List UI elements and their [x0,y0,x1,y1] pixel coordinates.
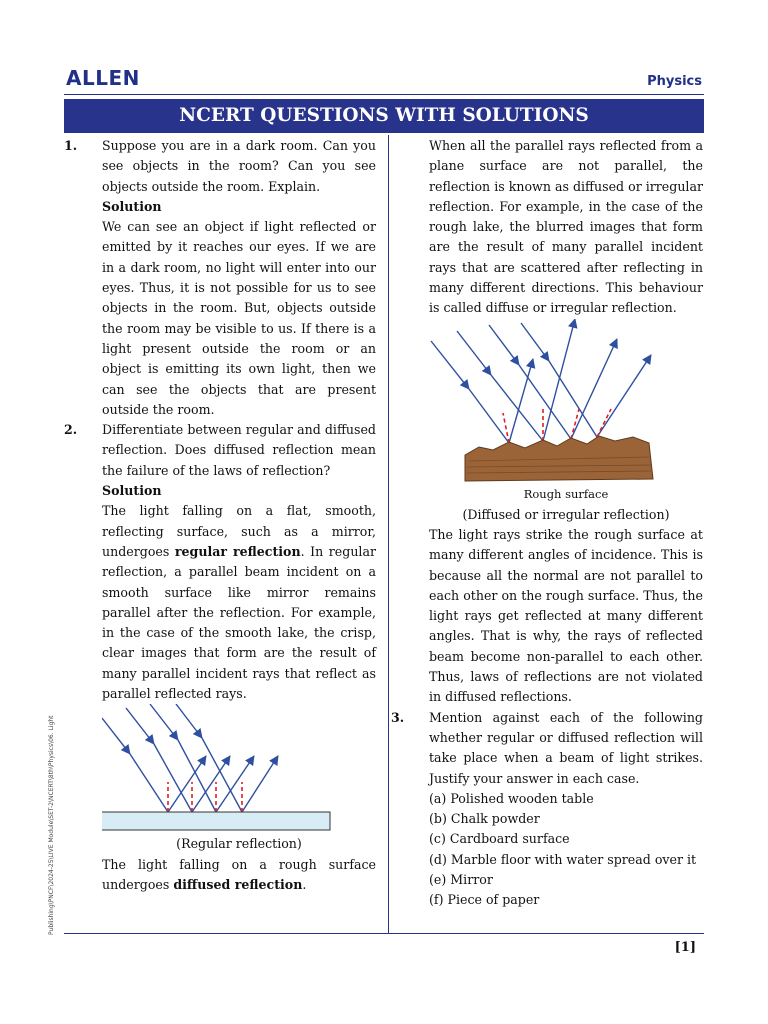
figure-caption: (Regular reflection) [176,836,302,852]
incident-ray [457,331,491,375]
rough-surface-label: Rough surface [523,486,609,501]
plane-mirror [102,812,330,830]
column-divider [388,135,389,933]
incident-ray [126,708,154,744]
incident-ray [491,375,543,441]
bold-term: regular reflection [174,543,301,559]
question-number: 1. [64,138,78,153]
question-text: Differentiate between regular and diffused reflection. Does diffused reflection mean the failure of the laws of reflection? [102,422,376,478]
option-f: (f) Piece of paper [429,892,540,908]
diffused-reflection-diagram [429,319,703,491]
solution-paragraph: The light rays strike the rough surface at many different angles of incidence. This is because all the normal are not parallel to each other on the rough surface. Thus, the light rays get reflected at many different angles. That is why, the rays of reflected beam become non-parallel to each other. Thus, laws of reflections are not violated in diffused reflections. [429,526,703,705]
option-b: (b) Chalk powder [429,811,540,827]
solution-label: Solution [102,483,162,499]
incident-ray [178,740,216,812]
question-text: Suppose you are in a dark room. Can you see objects in the room? Can you see objects outside the room. Explain. [102,138,376,194]
incident-ray [102,718,130,754]
incident-ray [154,744,192,812]
solution-paragraph: When all the parallel rays reflected from a plane surface are not parallel, the reflection is known as diffused or irregular reflection. For example, in the case of the rough lake, the blurred images that form are the result of many parallel incident rays that are scattered after reflecting in many different directions. This behaviour is called diffuse or irregular reflection. [429,138,703,316]
right-column [391,136,703,911]
reflected-ray [509,359,533,443]
incident-ray [150,704,178,740]
incident-ray [431,341,469,389]
question-2-continued [391,136,703,708]
incident-ray [489,325,519,365]
option-d: (d) Marble floor with water spread over it [429,851,697,867]
reflected-ray [571,339,617,439]
rough-surface [465,436,653,481]
question-1 [64,136,376,420]
question-number: 2. [64,422,78,438]
solution-text: We can see an object if light reflected or emitted by it reaches our eyes. If we are in a dark room, no light will enter into our eyes. Thus, it is not possible for us to see objects in the room. But, objects outside the room may be visible to us. If there is a light present outside the room or an object is emitting its own light, then we can see the objects that are present outside the room. [102,219,376,417]
footer-rule [64,933,704,934]
solution-paragraph: The light falling on a rough surface undergoes diffused reflection. [102,856,376,892]
question-2 [64,420,376,895]
solution-paragraph: The light falling on a flat, smooth, reflecting surface, such as a mirror, undergoes regular reflection. In regular reflection, a parallel beam incident on a smooth surface like mirror remains parallel after the reflection. For example, in the case of the smooth lake, the crisp, clear images that form are the result of many parallel incident rays that reflect as parallel reflected rays. [102,503,376,702]
solution-label: Solution [102,198,162,214]
incident-ray [202,738,242,812]
page-title-banner: NCERT QUESTIONS WITH SOLUTIONS [64,99,704,133]
incident-ray [176,704,202,738]
page-number: [1] [674,940,696,955]
left-column [64,136,376,895]
question-number: 3. [391,709,405,725]
side-file-path: Publishing\PNCF\2024-25\LIVE Module\SET-2\NCERT\8th\Physics\06. Light [48,715,55,935]
reflected-ray [597,355,651,437]
option-e: (e) Mirror [429,872,493,888]
figure-caption: (Diffused or irregular reflection) [462,506,670,522]
option-a: (a) Polished wooden table [429,790,594,806]
header-rule [64,94,704,95]
question-text: Mention against each of the following whether regular or diffused reflection will take place when a beam of light strikes. Justify your answer in each case. [429,709,703,786]
option-c: (c) Cardboard surface [429,831,570,847]
incident-ray [521,323,549,361]
regular-reflection-diagram [102,704,376,834]
allen-logo: ALLEN [66,66,140,90]
incident-ray [130,754,168,812]
bold-term: diffused reflection [173,876,303,892]
question-3 [391,708,703,911]
reflected-ray [242,756,278,812]
reflected-ray [216,756,254,812]
incident-ray [519,365,571,439]
subject-label: Physics [647,74,702,89]
incident-ray [469,389,509,443]
